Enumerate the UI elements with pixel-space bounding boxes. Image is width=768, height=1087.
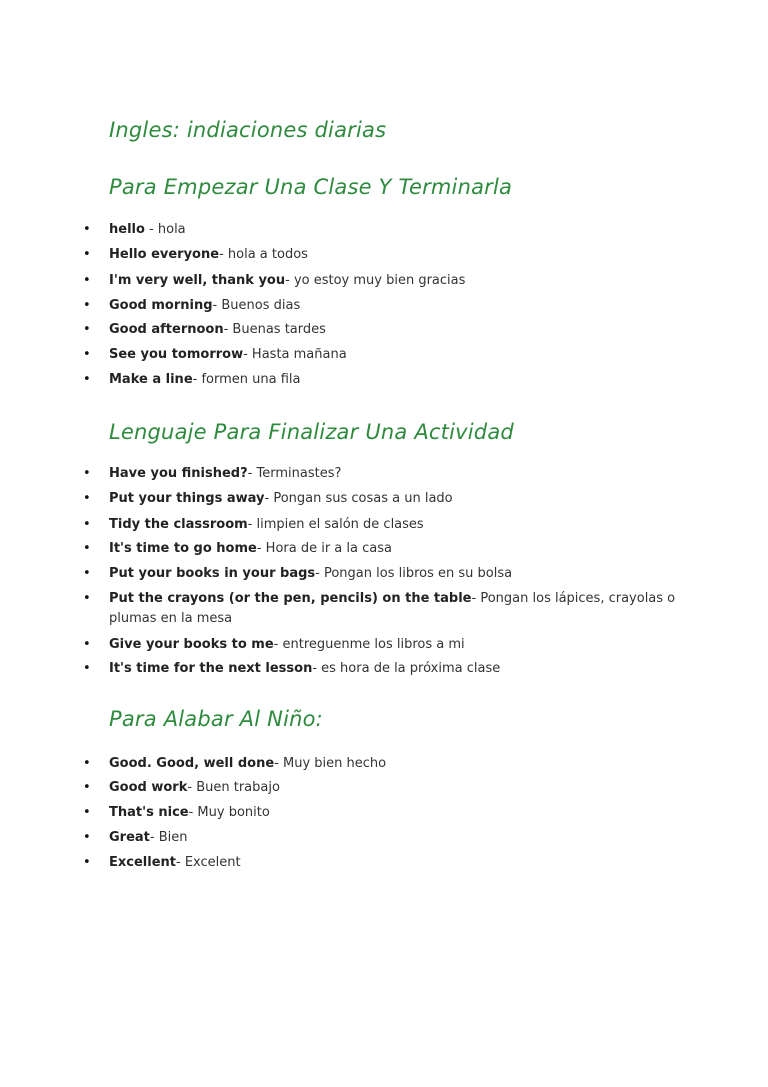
- document-title: Ingles: indiaciones diarias: [109, 118, 387, 142]
- list-item: [0, 589, 768, 629]
- bullet-icon: •: [83, 466, 91, 481]
- phrase-english: That's nice: [109, 805, 189, 820]
- phrase-spanish: - yo estoy muy bien gracias: [285, 273, 466, 288]
- section-heading-finish-activity: Lenguaje Para Finalizar Una Actividad: [109, 420, 514, 444]
- phrase-spanish: - Pongan los lápices, crayolas o: [471, 591, 676, 606]
- section-heading-praise: Para Alabar Al Niño:: [109, 707, 323, 731]
- bullet-icon: •: [83, 347, 91, 362]
- bullet-icon: •: [83, 756, 91, 771]
- phrase-spanish: - Pongan sus cosas a un lado: [264, 491, 453, 506]
- phrase-spanish: - Terminastes?: [247, 466, 342, 481]
- bullet-icon: •: [83, 222, 91, 237]
- phrase-spanish: - Excelent: [176, 855, 241, 870]
- phrase-english: Put your books in your bags: [109, 566, 316, 581]
- phrase-english: Put the crayons (or the pen, pencils) on the table: [109, 591, 472, 606]
- phrase-english: Hello everyone: [109, 247, 220, 262]
- phrase-english: Give your books to me: [109, 637, 274, 652]
- phrase-spanish: - hola a todos: [219, 247, 308, 262]
- phrase-english: Have you finished?: [109, 466, 248, 481]
- bullet-icon: •: [83, 805, 91, 820]
- phrase-spanish: - Pongan los libros en su bolsa: [315, 566, 513, 581]
- bullet-icon: •: [83, 273, 91, 288]
- phrase-spanish: - Muy bien hecho: [274, 756, 387, 771]
- bullet-icon: •: [83, 322, 91, 337]
- bullet-icon: •: [83, 298, 91, 313]
- phrase-english: Put your things away: [109, 491, 265, 506]
- phrase-english: Good morning: [109, 298, 213, 313]
- bullet-icon: •: [83, 855, 91, 870]
- phrase-english: Make a line: [109, 372, 193, 387]
- bullet-icon: •: [83, 247, 91, 262]
- bullet-icon: •: [83, 372, 91, 387]
- phrase-english: Good work: [109, 780, 188, 795]
- phrase-english: Good afternoon: [109, 322, 224, 337]
- bullet-icon: •: [83, 591, 91, 606]
- bullet-icon: •: [83, 637, 91, 652]
- phrase-spanish-continued: plumas en la mesa: [109, 611, 233, 626]
- bullet-icon: •: [83, 517, 91, 532]
- phrase-spanish: - Buen trabajo: [187, 780, 280, 795]
- phrase-spanish: - limpien el salón de clases: [247, 517, 424, 532]
- bullet-icon: •: [83, 541, 91, 556]
- phrase-english: Good. Good, well done: [109, 756, 275, 771]
- phrase-spanish: - hola: [144, 222, 186, 237]
- phrase-english: Great: [109, 830, 150, 845]
- phrase-english: See you tomorrow: [109, 347, 244, 362]
- phrase-spanish: - Hasta mañana: [243, 347, 347, 362]
- phrase-spanish: - Hora de ir a la casa: [256, 541, 392, 556]
- bullet-icon: •: [83, 780, 91, 795]
- phrase-english: It's time for the next lesson: [109, 661, 313, 676]
- phrase-english: I'm very well, thank you: [109, 273, 286, 288]
- phrase-english: hello: [109, 222, 145, 237]
- bullet-icon: •: [83, 830, 91, 845]
- phrase-spanish: - Buenos dias: [212, 298, 301, 313]
- phrase-spanish: - es hora de la próxima clase: [312, 661, 501, 676]
- phrase-spanish: - formen una fila: [192, 372, 301, 387]
- phrase-spanish: - Buenas tardes: [223, 322, 326, 337]
- bullet-icon: •: [83, 491, 91, 506]
- phrase-spanish: - Bien: [149, 830, 188, 845]
- phrase-english: Tidy the classroom: [109, 517, 248, 532]
- phrase-english: It's time to go home: [109, 541, 257, 556]
- bullet-icon: •: [83, 566, 91, 581]
- section-heading-start-end-class: Para Empezar Una Clase Y Terminarla: [109, 175, 513, 199]
- phrase-spanish: - Muy bonito: [188, 805, 270, 820]
- bullet-icon: •: [83, 661, 91, 676]
- phrase-english: Excellent: [109, 855, 176, 870]
- phrase-spanish: - entreguenme los libros a mi: [273, 637, 465, 652]
